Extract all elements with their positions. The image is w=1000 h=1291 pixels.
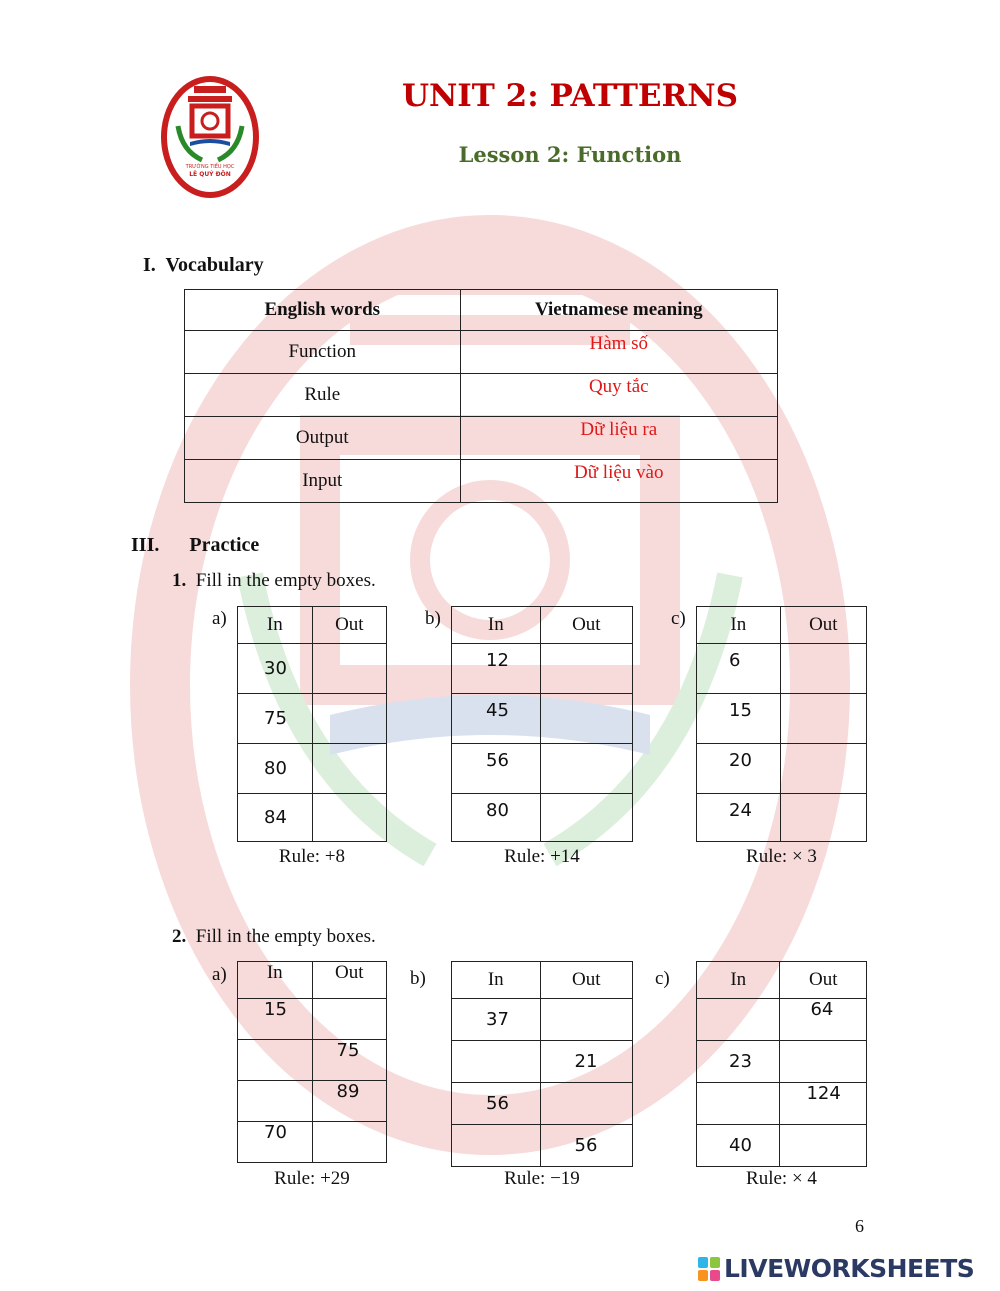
- svg-text:TRƯỜNG TIỂU HỌC: TRƯỜNG TIỂU HỌC: [185, 164, 235, 170]
- english-word: Input: [185, 460, 461, 503]
- out-header: Out: [540, 962, 632, 999]
- out-answer-box[interactable]: [540, 644, 632, 694]
- column-header: English words: [185, 290, 461, 331]
- in-cell[interactable]: [452, 1041, 541, 1083]
- in-cell[interactable]: [238, 1040, 313, 1081]
- in-header: In: [697, 962, 780, 999]
- in-cell: 56: [452, 744, 541, 794]
- out-answer-box[interactable]: [312, 794, 386, 842]
- table-label-b: b): [425, 608, 441, 629]
- out-cell[interactable]: 124: [780, 1083, 867, 1125]
- function-table-1a: [237, 606, 387, 842]
- out-answer-box[interactable]: [780, 694, 866, 744]
- in-cell[interactable]: [697, 999, 780, 1041]
- table-row: [185, 417, 778, 460]
- in-cell: 45: [452, 694, 541, 744]
- function-table-2a: [237, 961, 387, 1163]
- english-word: Output: [185, 417, 461, 460]
- section-title: Practice: [189, 534, 260, 556]
- in-cell: 30: [238, 644, 313, 694]
- in-cell: 24: [697, 794, 781, 842]
- in-header: In: [697, 607, 781, 644]
- vietnamese-meaning: Hàm số: [460, 331, 777, 374]
- out-header: Out: [780, 607, 866, 644]
- section-number: III.: [131, 534, 160, 556]
- out-cell[interactable]: 56: [540, 1125, 632, 1167]
- svg-text:LÊ QUÝ ĐÔN: LÊ QUÝ ĐÔN: [189, 171, 231, 178]
- in-cell[interactable]: 56: [452, 1083, 541, 1125]
- out-cell[interactable]: [540, 999, 632, 1041]
- table-label-b: b): [410, 968, 426, 989]
- out-answer-box[interactable]: [312, 644, 386, 694]
- out-header: Out: [540, 607, 632, 644]
- rule-1a: Rule: +8: [278, 846, 346, 867]
- exercise-number: 2.: [172, 926, 187, 947]
- exercise-number: 1.: [172, 570, 187, 591]
- out-header: Out: [780, 962, 867, 999]
- english-word: Rule: [185, 374, 461, 417]
- in-header: In: [452, 962, 541, 999]
- in-cell: 80: [452, 794, 541, 842]
- lesson-subtitle: Lesson 2: Function: [458, 142, 682, 167]
- out-cell[interactable]: [780, 1041, 867, 1083]
- in-cell: 75: [238, 694, 313, 744]
- out-cell[interactable]: [312, 999, 386, 1040]
- out-answer-box[interactable]: [312, 744, 386, 794]
- in-header: In: [238, 607, 313, 644]
- page-title: UNIT 2: PATTERNS: [401, 78, 739, 114]
- out-cell[interactable]: [780, 1125, 867, 1167]
- in-cell[interactable]: [452, 1125, 541, 1167]
- rule-1b: Rule: +14: [504, 846, 580, 867]
- page-number: 6: [855, 1216, 864, 1236]
- out-answer-box[interactable]: [780, 644, 866, 694]
- in-cell[interactable]: 37: [452, 999, 541, 1041]
- function-table-1b: [451, 606, 633, 842]
- liveworksheets-logo-icon: [698, 1257, 720, 1281]
- english-word: Function: [185, 331, 461, 374]
- in-header: In: [452, 607, 541, 644]
- out-cell[interactable]: 64: [780, 999, 867, 1041]
- rule-2c: Rule: × 4: [746, 1168, 817, 1189]
- function-table-1c: [696, 606, 867, 842]
- in-cell[interactable]: 15: [238, 999, 313, 1040]
- out-answer-box[interactable]: [780, 794, 866, 842]
- in-cell[interactable]: 23: [697, 1041, 780, 1083]
- out-answer-box[interactable]: [780, 744, 866, 794]
- in-cell: 15: [697, 694, 781, 744]
- out-answer-box[interactable]: [540, 744, 632, 794]
- table-row: [185, 374, 778, 417]
- vietnamese-meaning: Dữ liệu ra: [460, 417, 777, 460]
- column-header: Vietnamese meaning: [460, 290, 777, 331]
- rule-1c: Rule: × 3: [746, 846, 817, 867]
- function-table-2c: [696, 961, 867, 1167]
- school-logo: [160, 76, 260, 198]
- section-title: Vocabulary: [165, 254, 264, 276]
- function-table-2b: [451, 961, 633, 1167]
- table-row: [185, 460, 778, 503]
- out-answer-box[interactable]: [312, 694, 386, 744]
- in-cell[interactable]: 70: [238, 1122, 313, 1163]
- vietnamese-meaning: Dữ liệu vào: [460, 460, 777, 503]
- in-cell: 20: [697, 744, 781, 794]
- table-label-c: c): [671, 608, 686, 629]
- brand-name: LIVEWORKSHEETS: [724, 1254, 975, 1283]
- out-header: Out: [312, 607, 386, 644]
- in-cell: 6: [697, 644, 781, 694]
- table-label-a: a): [212, 608, 227, 629]
- vocabulary-table: [184, 289, 778, 503]
- in-cell[interactable]: [697, 1083, 780, 1125]
- in-cell: 80: [238, 744, 313, 794]
- instruction-text: Fill in the empty boxes.: [195, 926, 376, 947]
- section-number: I.: [143, 254, 156, 276]
- out-cell[interactable]: [540, 1083, 632, 1125]
- rule-2b: Rule: −19: [504, 1168, 580, 1189]
- out-cell[interactable]: 75: [312, 1040, 386, 1081]
- out-cell[interactable]: [312, 1122, 386, 1163]
- in-header: In: [238, 962, 313, 999]
- table-label-c: c): [655, 968, 670, 989]
- vocabulary-heading: [143, 254, 264, 277]
- instruction-text: Fill in the empty boxes.: [195, 570, 376, 591]
- in-cell: 12: [452, 644, 541, 694]
- in-cell[interactable]: [238, 1081, 313, 1122]
- table-row: [185, 331, 778, 374]
- out-answer-box[interactable]: [540, 694, 632, 744]
- liveworksheets-brand[interactable]: [698, 1254, 974, 1283]
- rule-2a: Rule: +29: [274, 1168, 350, 1189]
- exercise-2-instruction: [172, 926, 376, 948]
- out-cell[interactable]: 21: [540, 1041, 632, 1083]
- out-answer-box[interactable]: [540, 794, 632, 842]
- practice-heading: [131, 534, 259, 557]
- exercise-1-instruction: [172, 570, 376, 592]
- out-cell[interactable]: 89: [312, 1081, 386, 1122]
- table-label-a: a): [212, 964, 227, 985]
- out-header: Out: [312, 962, 386, 999]
- vietnamese-meaning: Quy tắc: [460, 374, 777, 417]
- in-cell[interactable]: 40: [697, 1125, 780, 1167]
- in-cell: 84: [238, 794, 313, 842]
